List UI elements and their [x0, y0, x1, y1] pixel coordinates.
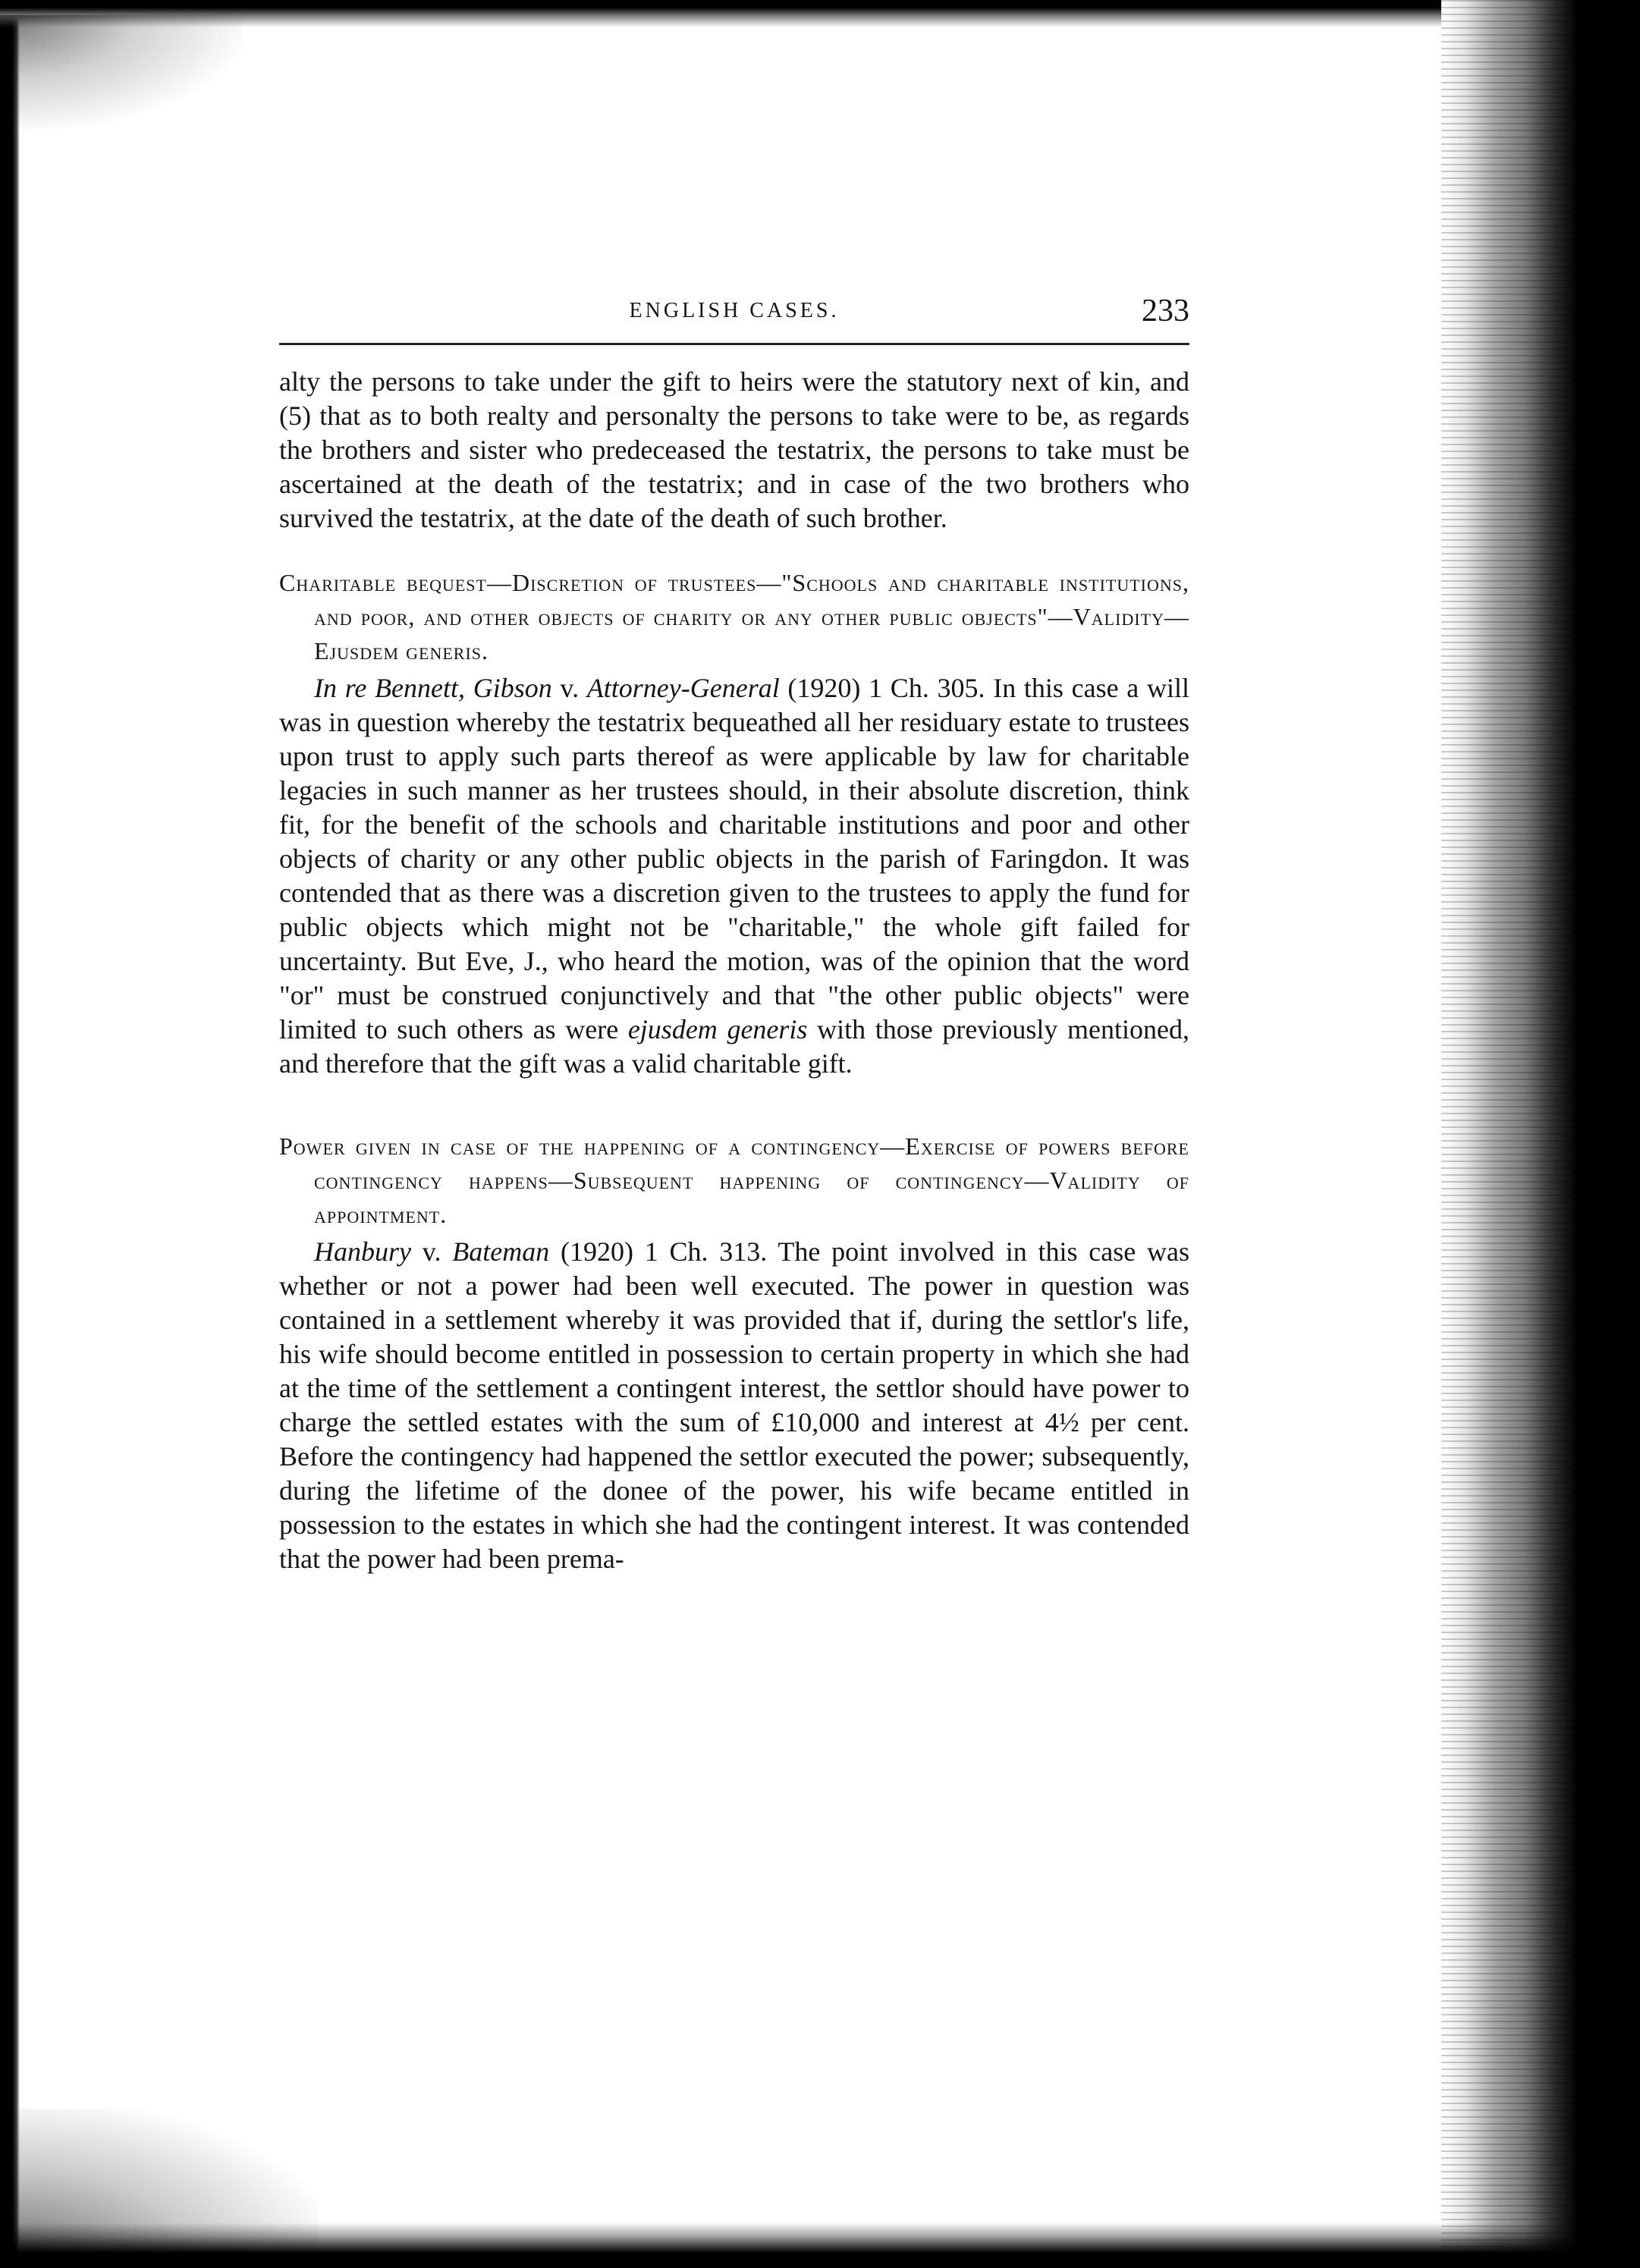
- case-body-text-end: with those previously mentioned, and therefore that the gift was a valid charitable gift.: [279, 1014, 1189, 1079]
- scan-book-spine-edge: [1441, 0, 1640, 2268]
- case-body-text: In this case a will was in question whereby the testatrix bequeathed all her residuary estate to trustees upon trust to apply such parts thereof as were applicable by law for charitable legacies in such manner as her trustees should, in their absolute discretion, think fit, for the benefit of the schools and charitable institutions and poor and other objects of charity or any other public objects in the parish of Faringdon. It was contended that as there was a discretion given to the trustees to apply the fund for public objects which might not be "charitable," the whole gift failed for uncertainty. But Eve, J., who heard the motion, was of the opinion that the word "or" must be construed conjunctively and that "the other public objects" were limited to such others as were: [279, 673, 1189, 1044]
- case-citation-versus: v.: [551, 673, 587, 703]
- case-heading: Charitable bequest—Discretion of trustees—"Schools and charitable institutions, and poor, and other objects of charity or any other public objects"—Validity—Ejusdem generis.: [279, 569, 1189, 664]
- case-citation-party: Attorney-General: [586, 673, 780, 703]
- case-paragraph: [279, 1235, 1189, 1576]
- running-head-title: ENGLISH CASES.: [629, 299, 840, 322]
- scan-smudge: [0, 2109, 319, 2268]
- header-rule: [279, 343, 1189, 345]
- scan-smudge: [0, 15, 243, 129]
- case-body-italic: ejusdem generis: [627, 1014, 808, 1044]
- scan-left-edge: [0, 0, 20, 2268]
- case-citation-parties: Hanbury: [314, 1236, 411, 1267]
- case-citation-parties: In re Bennett, Gibson: [314, 673, 552, 703]
- page-number: 233: [1142, 294, 1189, 328]
- case-citation-versus: v.: [411, 1236, 453, 1267]
- case-paragraph: [279, 671, 1189, 1081]
- case-citation-reference: (1920) 1 Ch. 313.: [549, 1236, 768, 1267]
- running-head: [279, 296, 1189, 343]
- case-citation-party: Bateman: [452, 1236, 550, 1267]
- scan-top-edge: [0, 0, 1640, 27]
- case-citation-reference: (1920) 1 Ch. 305.: [779, 673, 985, 703]
- case-heading: Power given in case of the happening of a contingency—Exercise of powers before contingency happens—Subsequent happening of contingency—Validity of appointment.: [279, 1132, 1189, 1228]
- continuation-paragraph: alty the persons to take under the gift to heirs were the statutory next of kin, and (5) that as to both realty and personalty the persons to take were to be, as regards the brothers and sister who predeceased the testatrix, the persons to take must be ascertained at the death of the testatrix; and in case of the two brothers who survived the testatrix, at the date of the death of such brother.: [279, 366, 1189, 533]
- book-page: [279, 296, 1189, 1576]
- case-body-text: The point involved in this case was whether or not a power had been well executed. The power in question was contained in a settlement whereby it was provided that if, during the settlor's life, his wife should become entitled in possession to certain property in which she had at the time of the settlement a contingent interest, the settlor should have power to charge the settled estates with the sum of £10,000 and interest at 4½ per cent. Before the contingency had happened the settlor executed the power; subsequently, during the lifetime of the donee of the power, his wife became entitled in possession to the estates in which she had the contingent interest. It was contended that the power had been prema-: [279, 1236, 1189, 1574]
